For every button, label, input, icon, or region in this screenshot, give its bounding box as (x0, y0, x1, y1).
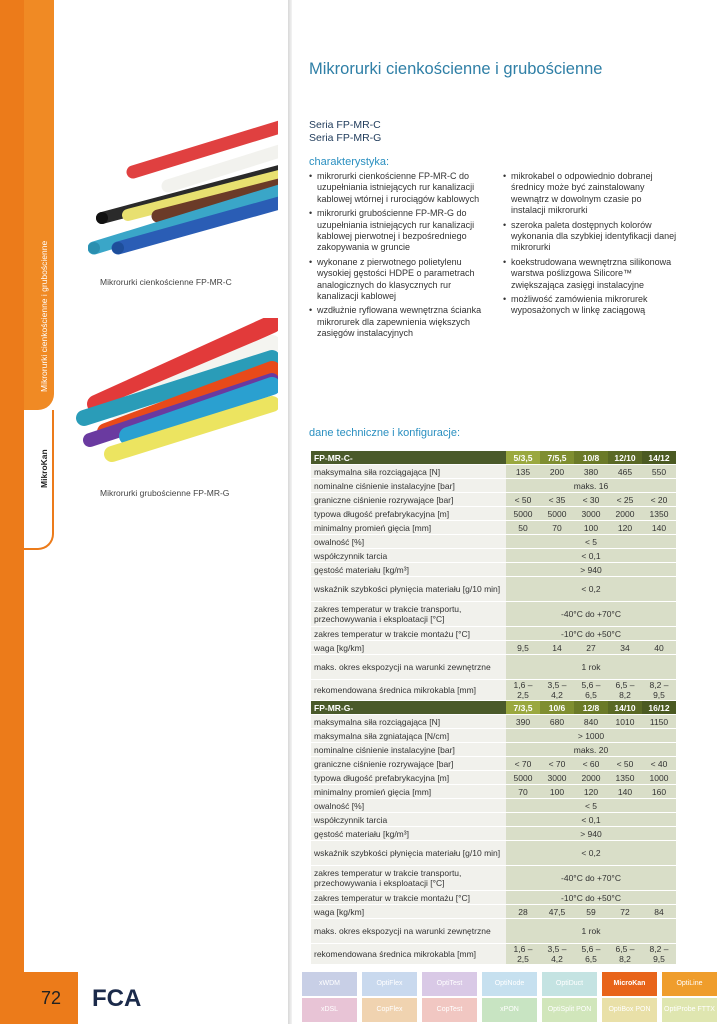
table-header-label: FP-MR-G- (311, 701, 506, 715)
bullet-item: • mikrokabel o odpowiednio dobranej średnicy może być zainstalowany wewnątrz w dowolnym czasie po instalacji mikrorurki (503, 171, 678, 217)
row-value: < 0,2 (506, 841, 676, 866)
table-row (311, 521, 676, 535)
table-row (311, 944, 676, 965)
row-value: 14 (540, 641, 574, 655)
row-value: 140 (608, 785, 642, 799)
table-row (311, 729, 676, 743)
table-row (311, 465, 676, 479)
footer-nav-item[interactable]: xDSL (302, 998, 357, 1022)
svg-text:FCA: FCA (92, 985, 142, 1012)
row-value: 390 (506, 715, 540, 729)
row-value: 40 (642, 641, 676, 655)
bullet-item: • mikrorurki cienkościenne FP-MR-C do uzupełniania istniejących rur kanalizacji kablowej wtórnej i rurociągów kablowych (309, 171, 491, 205)
row-value: 380 (574, 465, 608, 479)
row-value: 5000 (506, 771, 540, 785)
row-value: 59 (574, 905, 608, 919)
row-label: wskaźnik szybkości płynięcia materiału [g/10 min] (311, 841, 506, 866)
row-value: < 25 (608, 493, 642, 507)
table-header-label: FP-MR-C- (311, 451, 506, 465)
table-row (311, 866, 676, 891)
row-value: > 1000 (506, 729, 676, 743)
bullet-item: • szeroka paleta dostępnych kolorów wykonania dla szybkiej identyfikacji danej mikrorurki (503, 220, 678, 254)
footer-nav-item[interactable]: OptiProbe FTTX (662, 998, 717, 1022)
footer-nav-item[interactable]: xPON (482, 998, 537, 1022)
footer-nav-item[interactable]: OptiBox PON (602, 998, 657, 1022)
table-row (311, 841, 676, 866)
row-value: 2000 (574, 771, 608, 785)
table-row (311, 535, 676, 549)
row-value: < 0,1 (506, 813, 676, 827)
row-label: współczynnik tarcia (311, 549, 506, 563)
row-value: 1 rok (506, 655, 676, 680)
row-value: 1010 (608, 715, 642, 729)
table-header-size: 12/10 (608, 451, 642, 465)
page-number: 72 (24, 972, 78, 1024)
row-value: 8,2 – 9,5 (642, 944, 676, 965)
table-row (311, 743, 676, 757)
row-value: 1000 (642, 771, 676, 785)
microduct-thick-photo (72, 318, 278, 468)
row-label: gęstość materiału [kg/m³] (311, 827, 506, 841)
table-header-size: 5/3,5 (506, 451, 540, 465)
row-value: 200 (540, 465, 574, 479)
bullet-item: • wykonane z pierwotnego polietylenu wysokiej gęstości HDPE o parametrach analogicznych do klasycznych rur kanalizacji kablowej (309, 257, 491, 303)
row-label: nominalne ciśnienie instalacyjne [bar] (311, 479, 506, 493)
caption-thick: Mikrorurki grubościenne FP-MR-G (100, 488, 230, 498)
row-value: 70 (540, 521, 574, 535)
row-label: graniczne ciśnienie rozrywające [bar] (311, 493, 506, 507)
row-value: < 50 (506, 493, 540, 507)
row-value: 465 (608, 465, 642, 479)
table-header-size: 7/5,5 (540, 451, 574, 465)
row-label: zakres temperatur w trakcie montażu [°C] (311, 627, 506, 641)
row-label: minimalny promień gięcia [mm] (311, 785, 506, 799)
row-value: maks. 16 (506, 479, 676, 493)
row-value: < 50 (608, 757, 642, 771)
table-row (311, 479, 676, 493)
row-value: < 5 (506, 535, 676, 549)
spec-table-g (311, 701, 676, 965)
table-header-size: 10/6 (540, 701, 574, 715)
row-value: 120 (608, 521, 642, 535)
row-value: 8,2 – 9,5 (642, 680, 676, 701)
footer-nav-item[interactable]: OptiDuct (542, 972, 597, 996)
row-value: 5,6 – 6,5 (574, 944, 608, 965)
row-value: 135 (506, 465, 540, 479)
row-label: owalność [%] (311, 799, 506, 813)
footer-nav-item[interactable]: OptiNode (482, 972, 537, 996)
row-value: 3000 (540, 771, 574, 785)
row-label: maksymalna siła rozciągająca [N] (311, 715, 506, 729)
row-value: -10°C do +50°C (506, 627, 676, 641)
row-value: < 60 (574, 757, 608, 771)
table-row (311, 655, 676, 680)
row-value: > 940 (506, 563, 676, 577)
row-value: 1,6 – 2,5 (506, 680, 540, 701)
table-header-size: 16/12 (642, 701, 676, 715)
series-c: Seria FP-MR-C (309, 119, 381, 131)
left-orange-bar (0, 0, 24, 1024)
series-g: Seria FP-MR-G (309, 132, 382, 144)
row-value: 1,6 – 2,5 (506, 944, 540, 965)
row-value: < 70 (506, 757, 540, 771)
spec-table-c (311, 451, 676, 701)
row-value: 3,5 – 4,2 (540, 680, 574, 701)
table-row (311, 680, 676, 701)
row-value: 50 (506, 521, 540, 535)
page-title: Mikrorurki cienkościenne i grubościenne (309, 60, 603, 78)
bullets-left (309, 171, 491, 343)
row-label: graniczne ciśnienie rozrywające [bar] (311, 757, 506, 771)
row-value: maks. 20 (506, 743, 676, 757)
row-label: minimalny promień gięcia [mm] (311, 521, 506, 535)
row-value: 100 (540, 785, 574, 799)
row-value: < 35 (540, 493, 574, 507)
table-row (311, 757, 676, 771)
footer-nav-item[interactable]: xWDM (302, 972, 357, 996)
row-value: 5,6 – 6,5 (574, 680, 608, 701)
table-row (311, 602, 676, 627)
row-label: rekomendowana średnica mikrokabla [mm] (311, 680, 506, 701)
table-row (311, 771, 676, 785)
row-label: zakres temperatur w trakcie transportu, przechowywania i eksploatacji [°C] (311, 866, 506, 891)
row-label: maksymalna siła zgniatająca [N/cm] (311, 729, 506, 743)
row-value: 84 (642, 905, 676, 919)
table-row (311, 799, 676, 813)
row-value: < 30 (574, 493, 608, 507)
row-value: 5000 (540, 507, 574, 521)
row-value: < 20 (642, 493, 676, 507)
table-row (311, 641, 676, 655)
table-header-row (311, 451, 676, 465)
table-row (311, 507, 676, 521)
footer-nav-item[interactable]: OptiLine (662, 972, 717, 996)
row-label: wskaźnik szybkości płynięcia materiału [g/10 min] (311, 577, 506, 602)
row-label: owalność [%] (311, 535, 506, 549)
table-row (311, 577, 676, 602)
row-value: -40°C do +70°C (506, 602, 676, 627)
row-value: < 0,2 (506, 577, 676, 602)
row-value: 3,5 – 4,2 (540, 944, 574, 965)
row-label: zakres temperatur w trakcie montażu [°C] (311, 891, 506, 905)
table-row (311, 785, 676, 799)
row-value: 140 (642, 521, 676, 535)
row-value: 680 (540, 715, 574, 729)
row-value: 1150 (642, 715, 676, 729)
row-value: 28 (506, 905, 540, 919)
table-header-size: 10/8 (574, 451, 608, 465)
footer-product-nav (292, 972, 725, 1024)
footer-nav-item[interactable]: MicroKan (602, 972, 657, 996)
row-value: 3000 (574, 507, 608, 521)
row-value: 1350 (642, 507, 676, 521)
row-label: maksymalna siła rozciągająca [N] (311, 465, 506, 479)
row-value: 6,5 – 8,2 (608, 680, 642, 701)
table-row (311, 905, 676, 919)
table-header-size: 14/10 (608, 701, 642, 715)
characteristics-heading: charakterystyka: (309, 156, 390, 168)
footer-nav-item[interactable]: OptiTest (422, 972, 477, 996)
bullet-item: • możliwość zamówienia mikrorurek wyposażonych w linkę zaciągową (503, 294, 678, 317)
row-value: < 0,1 (506, 549, 676, 563)
bullet-item: • mikrorurki grubościenne FP-MR-G do uzupełniania istniejących rur kanalizacji kablowej pierwotnej i bezpośredniego zakopywania w gruncie (309, 208, 491, 254)
table-row (311, 715, 676, 729)
bullets-right (503, 171, 678, 320)
row-label: typowa długość prefabrykacyjna [m] (311, 771, 506, 785)
tech-data-heading: dane techniczne i konfiguracje: (309, 427, 461, 439)
table-row (311, 563, 676, 577)
bullet-item: • koekstrudowana wewnętrzna silikonowa warstwa poślizgowa Silicore™ zwiększająca zasięgi instalacyjne (503, 257, 678, 291)
row-value: < 5 (506, 799, 676, 813)
table-row (311, 493, 676, 507)
row-value: < 70 (540, 757, 574, 771)
table-row (311, 827, 676, 841)
series-list (309, 119, 381, 145)
side-label-section: Mikrorurki cienkościenne i grubościenne (39, 240, 49, 392)
row-value: 840 (574, 715, 608, 729)
row-value: 2000 (608, 507, 642, 521)
caption-thin: Mikrorurki cienkościenne FP-MR-C (100, 277, 232, 287)
row-value: 550 (642, 465, 676, 479)
row-value: 5000 (506, 507, 540, 521)
table-header-size: 14/12 (642, 451, 676, 465)
table-header-size: 12/8 (574, 701, 608, 715)
row-value: 27 (574, 641, 608, 655)
row-label: waga [kg/km] (311, 905, 506, 919)
row-label: maks. okres ekspozycji na warunki zewnętrzne (311, 919, 506, 944)
row-value: > 940 (506, 827, 676, 841)
fca-logo (92, 982, 142, 1012)
row-label: nominalne ciśnienie instalacyjne [bar] (311, 743, 506, 757)
row-value: < 40 (642, 757, 676, 771)
row-label: rekomendowana średnica mikrokabla [mm] (311, 944, 506, 965)
row-value: 1350 (608, 771, 642, 785)
table-row (311, 813, 676, 827)
side-label-chapter: MikroKan (39, 449, 49, 488)
table-row (311, 549, 676, 563)
row-value: -10°C do +50°C (506, 891, 676, 905)
footer-nav-item[interactable]: CopTest (422, 998, 477, 1022)
microduct-thin-photo (88, 120, 278, 270)
row-value: 72 (608, 905, 642, 919)
table-row (311, 891, 676, 905)
row-value: 34 (608, 641, 642, 655)
row-label: zakres temperatur w trakcie transportu, przechowywania i eksploatacji [°C] (311, 602, 506, 627)
row-value: 6,5 – 8,2 (608, 944, 642, 965)
row-value: 100 (574, 521, 608, 535)
footer-nav-item[interactable]: OptiSplit PON (542, 998, 597, 1022)
table-row (311, 919, 676, 944)
row-label: waga [kg/km] (311, 641, 506, 655)
row-value: 160 (642, 785, 676, 799)
row-value: 9,5 (506, 641, 540, 655)
row-label: współczynnik tarcia (311, 813, 506, 827)
row-label: typowa długość prefabrykacyjna [m] (311, 507, 506, 521)
row-label: maks. okres ekspozycji na warunki zewnętrzne (311, 655, 506, 680)
row-value: -40°C do +70°C (506, 866, 676, 891)
table-header-row (311, 701, 676, 715)
row-value: 47,5 (540, 905, 574, 919)
row-value: 70 (506, 785, 540, 799)
bullet-item: • wzdłużnie ryflowana wewnętrzna ścianka mikrorurek dla zapewnienia większych zasięgów instalacyjnych (309, 305, 491, 339)
column-divider (288, 0, 292, 1024)
table-row (311, 627, 676, 641)
footer-nav-item[interactable]: OptiFlex (362, 972, 417, 996)
row-value: 120 (574, 785, 608, 799)
row-value: 1 rok (506, 919, 676, 944)
table-header-size: 7/3,5 (506, 701, 540, 715)
row-label: gęstość materiału [kg/m³] (311, 563, 506, 577)
footer-nav-item[interactable]: CopFlex (362, 998, 417, 1022)
